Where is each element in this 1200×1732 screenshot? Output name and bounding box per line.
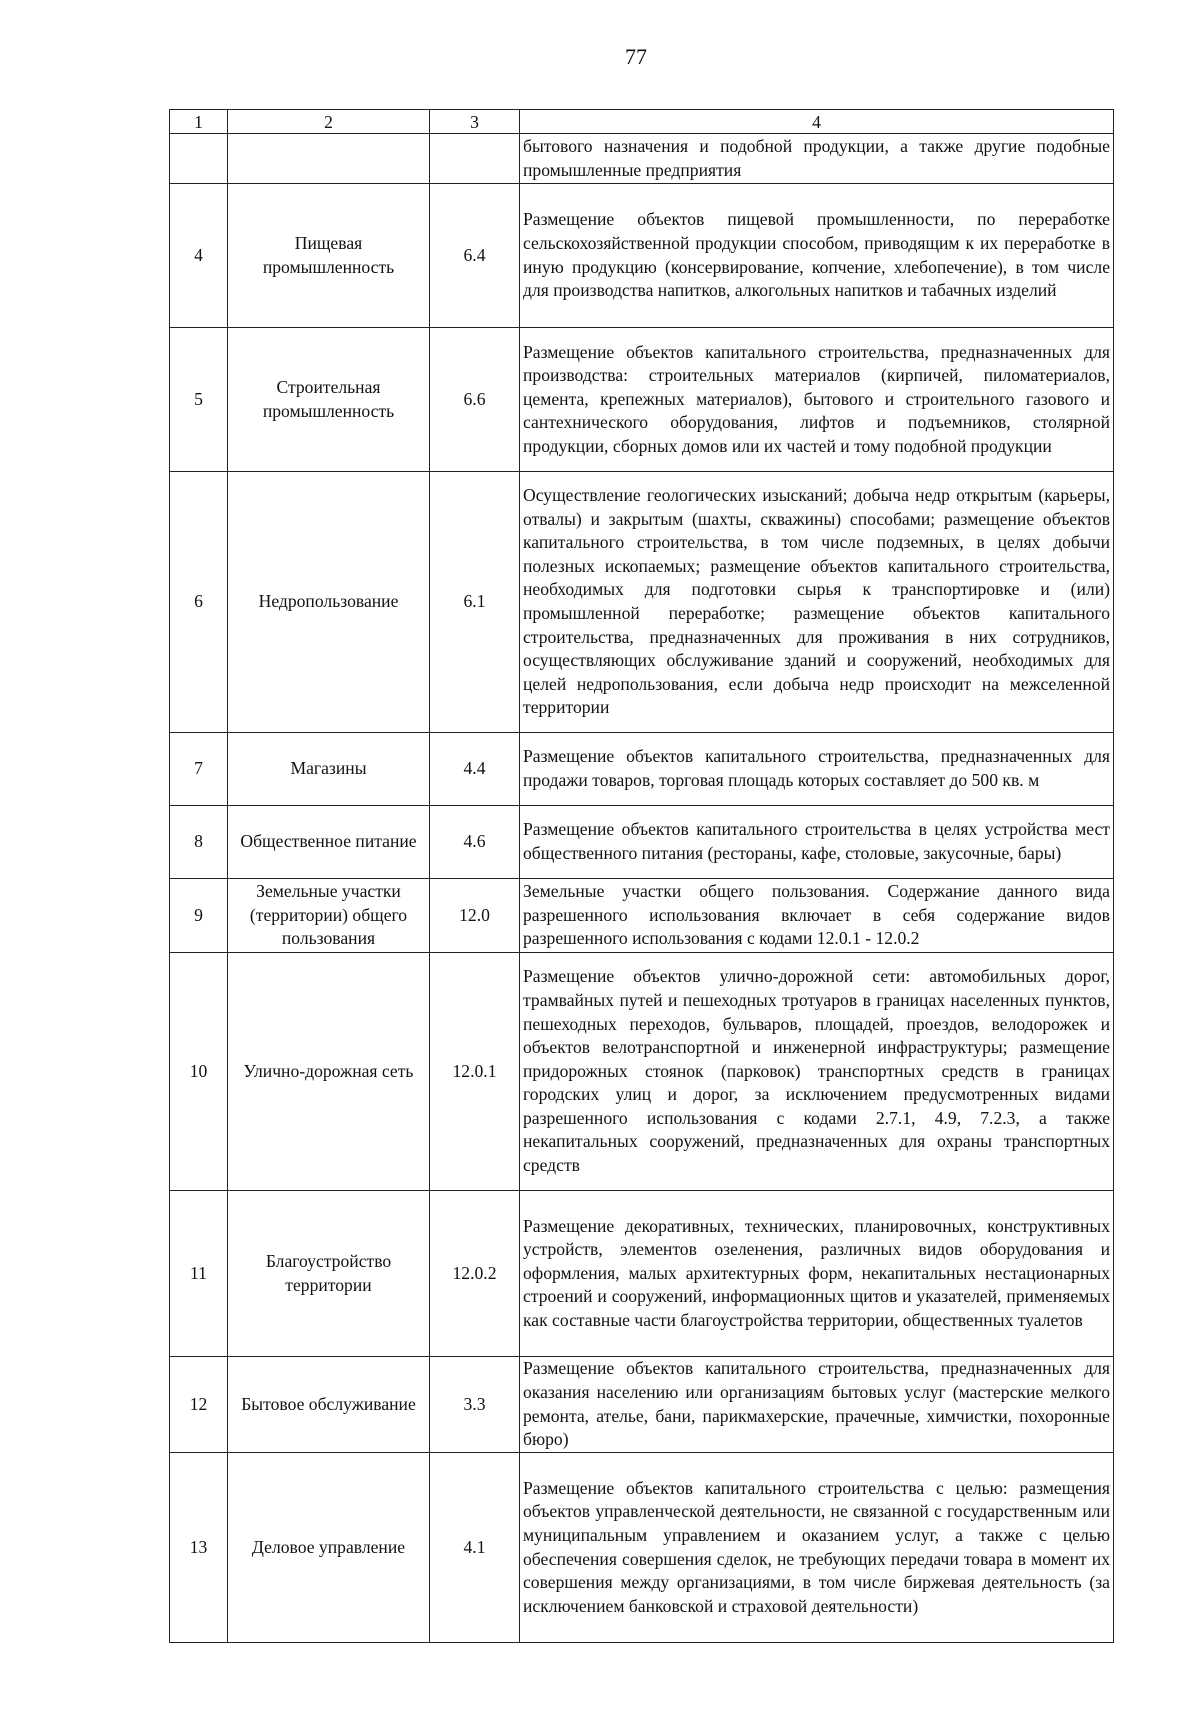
row-description: Размещение объектов капитального строительства, предназначенных для оказания населению или организациям бытовых услуг (мастерские мелкого ремонта, ателье, бани, парикмахерские, прачечные, химчистки, похоронные бюро)	[520, 1357, 1114, 1453]
row-number: 12	[170, 1357, 228, 1453]
row-number: 6	[170, 472, 228, 733]
table-row	[170, 1357, 1114, 1453]
column-header: 3	[430, 110, 520, 134]
row-name: Магазины	[228, 733, 430, 806]
row-description: Размещение объектов капитального строительства, предназначенных для производства: строительных материалов (кирпичей, пиломатериалов, цемента, крепежных материалов), бытового и строительного газового и сантехнического оборудования, лифтов и подъемников, столярной продукции, сборных домов или их частей и тому подобной продукции	[520, 328, 1114, 472]
continuation-description: бытового назначения и подобной продукции, а также другие подобные промышленные предприятия	[520, 134, 1114, 184]
row-name: Строительная промышленность	[228, 328, 430, 472]
row-number: 7	[170, 733, 228, 806]
table-row	[170, 184, 1114, 328]
row-name: Улично-дорожная сеть	[228, 953, 430, 1191]
row-description: Размещение объектов пищевой промышленности, по переработке сельскохозяйственной продукции способом, приводящим к их переработке в иную продукцию (консервирование, копчение, хлебопечение), в том числе для производства напитков, алкогольных напитков и табачных изделий	[520, 184, 1114, 328]
row-description: Размещение объектов капитального строительства, предназначенных для продажи товаров, торговая площадь которых составляет до 500 кв. м	[520, 733, 1114, 806]
row-code: 12.0	[430, 879, 520, 953]
row-number: 11	[170, 1191, 228, 1357]
row-number: 5	[170, 328, 228, 472]
row-code: 12.0.1	[430, 953, 520, 1191]
table-row	[170, 953, 1114, 1191]
row-code: 4.1	[430, 1453, 520, 1643]
row-name: Земельные участки (территории) общего пользования	[228, 879, 430, 953]
page-number: 77	[625, 44, 647, 69]
table-row	[170, 1453, 1114, 1643]
table-row	[170, 879, 1114, 953]
row-code: 6.6	[430, 328, 520, 472]
row-number: 8	[170, 806, 228, 879]
row-name: Деловое управление	[228, 1453, 430, 1643]
row-name: Бытовое обслуживание	[228, 1357, 430, 1453]
row-description: Размещение объектов улично-дорожной сети: автомобильных дорог, трамвайных путей и пешеходных тротуаров в границах населенных пунктов, пешеходных переходов, бульваров, площадей, проездов, велодорожек и объектов велотранспортной и инженерной инфраструктуры; размещение придорожных стоянок (парковок) транспортных средств в границах городских улиц и дорог, за исключением предусмотренных видами разрешенного использования с кодами 2.7.1, 4.9, 7.2.3, а также некапитальных сооружений, предназначенных для охраны транспортных средств	[520, 953, 1114, 1191]
row-code: 12.0.2	[430, 1191, 520, 1357]
table-row	[170, 472, 1114, 733]
row-code: 4.4	[430, 733, 520, 806]
row-code: 4.6	[430, 806, 520, 879]
row-description: Размещение объектов капитального строительства в целях устройства мест общественного питания (рестораны, кафе, столовые, закусочные, бары)	[520, 806, 1114, 879]
column-header: 2	[228, 110, 430, 134]
row-number: 4	[170, 184, 228, 328]
row-number: 13	[170, 1453, 228, 1643]
row-name: Общественное питание	[228, 806, 430, 879]
land-use-table	[169, 109, 1114, 1643]
table-row	[170, 1191, 1114, 1357]
column-header: 1	[170, 110, 228, 134]
column-header: 4	[520, 110, 1114, 134]
table-row-continuation	[170, 134, 1114, 184]
row-code: 6.1	[430, 472, 520, 733]
row-description: Осуществление геологических изысканий; добыча недр открытым (карьеры, отвалы) и закрытым (шахты, скважины) способами; размещение объектов капитального строительства, в том числе подземных, в целях добычи полезных ископаемых; размещение объектов капитального строительства, необходимых для подготовки сырья к транспортировке и (или) промышленной переработке; размещение объектов капитального строительства, предназначенных для проживания в них сотрудников, осуществляющих обслуживание зданий и сооружений, необходимых для целей недропользования, если добыча недр происходит на межселенной территории	[520, 472, 1114, 733]
table-row	[170, 733, 1114, 806]
row-description: Земельные участки общего пользования. Содержание данного вида разрешенного использования включает в себя содержание видов разрешенного использования с кодами 12.0.1 - 12.0.2	[520, 879, 1114, 953]
table-row	[170, 806, 1114, 879]
row-code: 3.3	[430, 1357, 520, 1453]
row-number: 9	[170, 879, 228, 953]
row-description: Размещение декоративных, технических, планировочных, конструктивных устройств, элементов озеленения, различных видов оборудования и оформления, малых архитектурных форм, некапитальных нестационарных строений и сооружений, информационных щитов и указателей, применяемых как составные части благоустройства территории, общественных туалетов	[520, 1191, 1114, 1357]
table-header-row	[170, 110, 1114, 134]
row-description: Размещение объектов капитального строительства с целью: размещения объектов управленческой деятельности, не связанной с государственным или муниципальным управлением и оказанием услуг, а также с целью обеспечения совершения сделок, не требующих передачи товара в момент их совершения между организациями, в том числе биржевая деятельность (за исключением банковской и страховой деятельности)	[520, 1453, 1114, 1643]
row-name: Недропользование	[228, 472, 430, 733]
table-row	[170, 328, 1114, 472]
row-number: 10	[170, 953, 228, 1191]
row-name: Пищевая промышленность	[228, 184, 430, 328]
row-name: Благоустройство территории	[228, 1191, 430, 1357]
row-code: 6.4	[430, 184, 520, 328]
